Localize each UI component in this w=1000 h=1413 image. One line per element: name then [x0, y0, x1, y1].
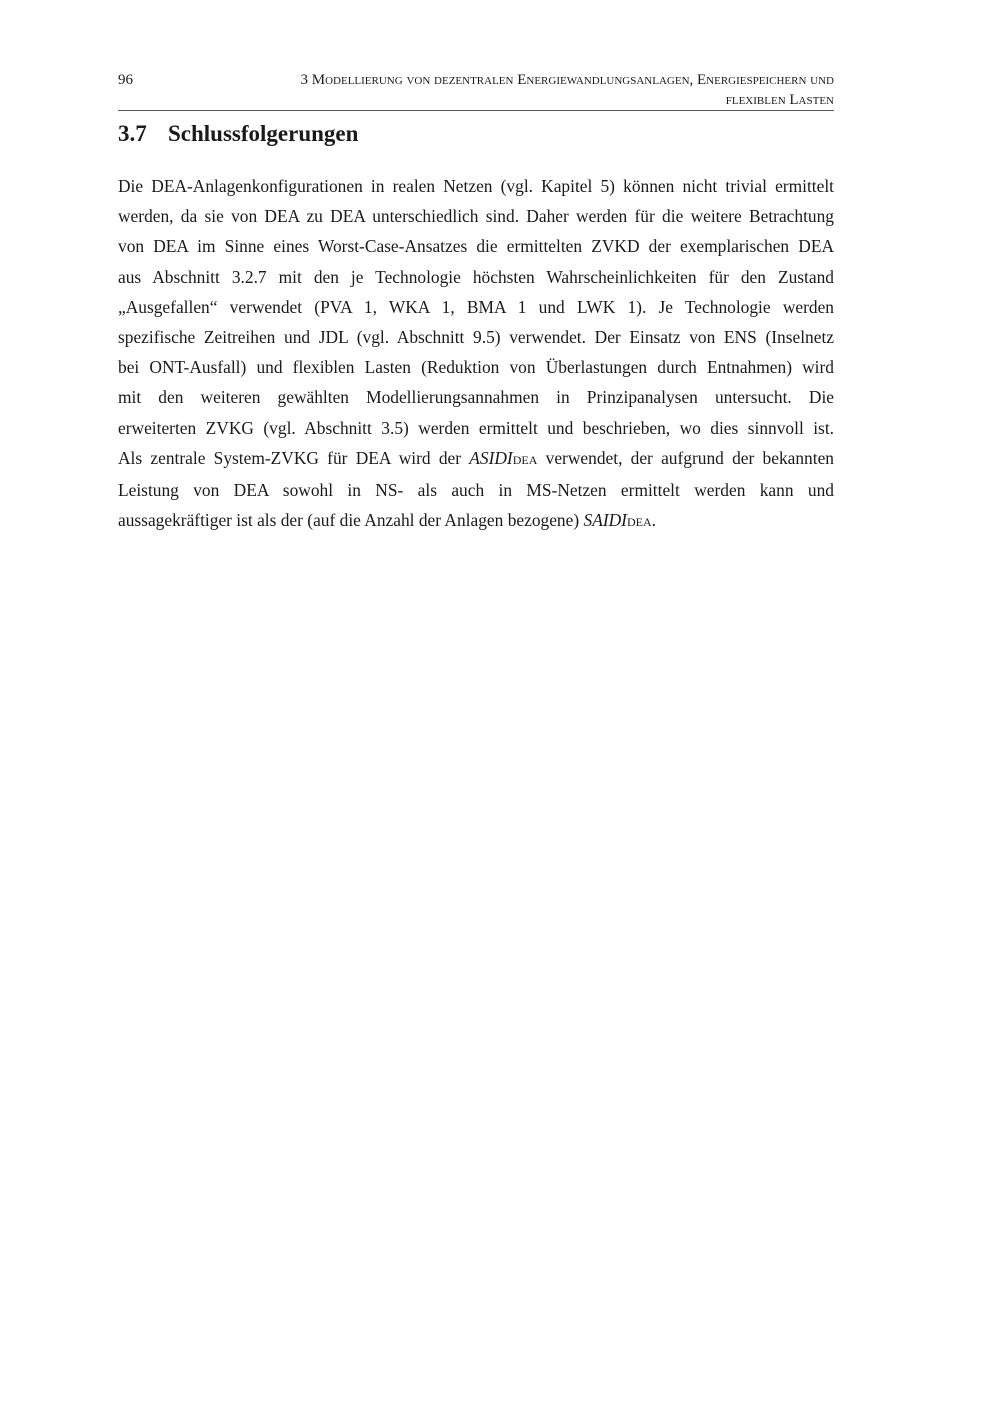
section-title: Schlussfolgerungen [168, 121, 359, 146]
saidi-term [584, 510, 652, 530]
running-header [118, 70, 834, 111]
saidi-line-after: . [651, 510, 656, 531]
chapter-title-line-2: flexiblen Lasten [725, 92, 834, 108]
paragraph-line: erweiterten ZVKG (vgl. Abschnitt 3.5) werden ermittelt und beschrieben, wo dies sinnvoll ist. [118, 417, 834, 438]
paragraph-line-saidi [118, 505, 834, 537]
section-number: 3.7 [118, 121, 147, 146]
paragraph-line: aus Abschnitt 3.2.7 mit den je Technologie höchsten Wahrscheinlichkeiten für den Zustand [118, 266, 834, 287]
body-paragraph [118, 171, 834, 537]
paragraph-line: Die DEA-Anlagenkonfigurationen in realen Netzen (vgl. Kapitel 5) können nicht trivial ermittelt [118, 176, 834, 196]
chapter-title-line-1: 3 Modellierung von dezentralen Energiewandlungsanlagen, Energiespeichern und [300, 72, 834, 88]
paragraph-line: von DEA im Sinne eines Worst-Case-Ansatzes die ermittelten ZVKD der exemplarischen DEA [118, 236, 834, 257]
saidi-line-before: aussagekräftiger ist als der (auf die Anzahl der Anlagen bezogene) [118, 510, 584, 531]
chapter-title [174, 70, 834, 110]
saidi-term-text: SAIDI [583, 510, 627, 531]
paragraph-line: Leistung von DEA sowohl in NS- als auch in MS-Netzen ermittelt werden kann und [118, 480, 834, 501]
section-heading [118, 118, 358, 150]
paragraph-line-asidi [118, 443, 834, 475]
page-number: 96 [118, 72, 133, 88]
asidi-term-text: ASIDI [469, 447, 513, 468]
asidi-subscript: DEA [512, 452, 538, 467]
asidi-term [469, 448, 537, 468]
paragraph-line: „Ausgefallen“ verwendet (PVA 1, WKA 1, BMA 1 und LWK 1). Je Technologie werden [118, 296, 834, 317]
asidi-line-after: verwendet, der aufgrund der bekannten [537, 447, 834, 468]
saidi-subscript: DEA [626, 515, 652, 530]
paragraph-line: bei ONT-Ausfall) und flexiblen Lasten (Reduktion von Überlastungen durch Entnahmen) wird [118, 357, 834, 378]
paragraph-line: mit den weiteren gewählten Modellierungsannahmen in Prinzipanalysen untersucht. Die [118, 387, 834, 408]
paragraph-line: werden, da sie von DEA zu DEA unterschiedlich sind. Daher werden für die weitere Betrachtung [118, 206, 834, 227]
asidi-line-before: Als zentrale System-ZVKG für DEA wird der [118, 447, 470, 468]
paragraph-line: spezifische Zeitreihen und JDL (vgl. Abschnitt 9.5) verwendet. Der Einsatz von ENS (Inselnetz [118, 327, 834, 348]
